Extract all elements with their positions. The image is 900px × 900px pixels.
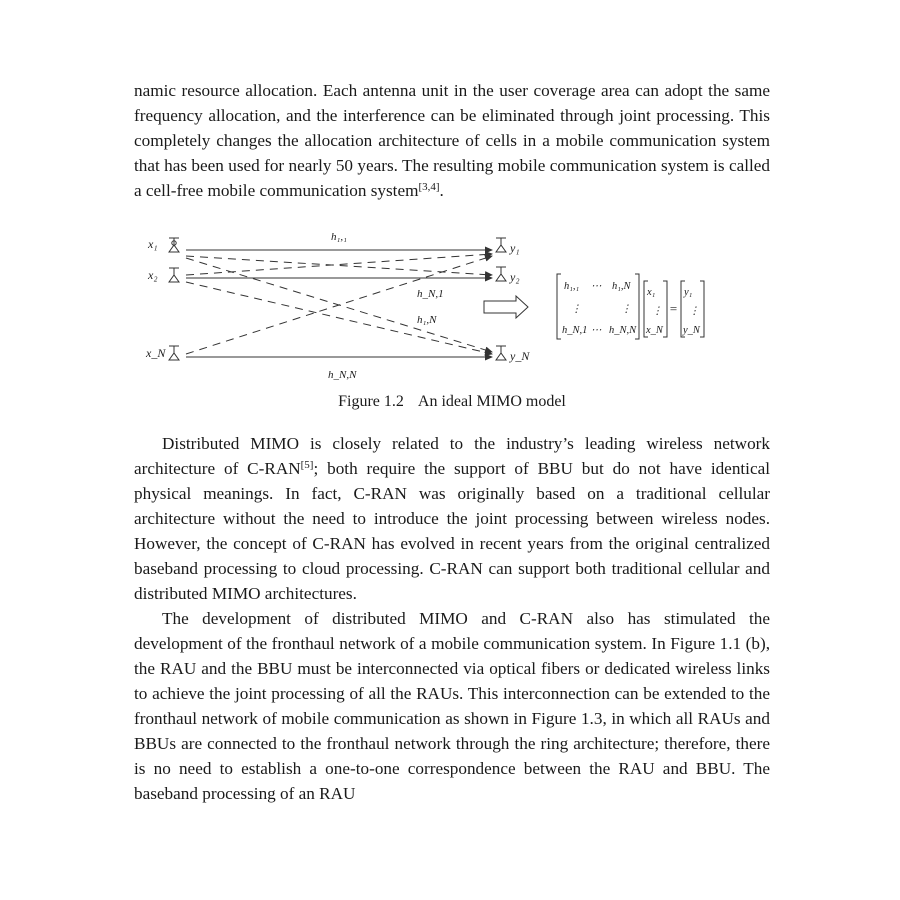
rx-antenna-icon-2	[496, 267, 506, 281]
citation-3-4: [3,4]	[418, 181, 440, 193]
citation-5: [5]	[300, 459, 314, 471]
figure-caption	[134, 393, 770, 411]
paragraph-2-text: Distributed MIMO is closely related to the industry’s leading wireless network architecture of C-RAN	[134, 434, 770, 478]
matrix-dots-bottom: ⋯	[591, 325, 602, 336]
vector-x	[644, 281, 667, 337]
matrix-vdots-left: ⋮	[571, 304, 582, 315]
figure-mimo-model	[134, 223, 770, 423]
label-y1: y₁	[510, 241, 520, 255]
vector-x-entry-n: x_N	[646, 325, 663, 336]
vector-y-vdots: ⋮	[689, 306, 700, 317]
figure-number: Figure 1.2	[338, 393, 404, 410]
figure-title: An ideal MIMO model	[417, 393, 566, 410]
link-x2-yN	[186, 282, 492, 354]
paragraph-1	[134, 78, 770, 203]
label-x2: x₂	[148, 268, 158, 282]
tx-antenna-icon-n	[169, 346, 179, 360]
label-h11: h₁,₁	[331, 231, 347, 243]
vector-x-vdots: ⋮	[652, 306, 663, 317]
paragraph-2	[134, 431, 770, 606]
label-hN1: h_N,1	[417, 288, 444, 300]
label-x1: x₁	[148, 237, 158, 251]
label-hNN: h_N,N	[328, 369, 357, 381]
matrix-dots-top: ⋯	[591, 281, 602, 292]
label-y2: y₂	[510, 270, 520, 284]
vector-x-entry-1: x₁	[647, 287, 656, 298]
rx-antenna-icon-1	[496, 238, 506, 252]
page-content	[134, 78, 770, 806]
label-yN: y_N	[510, 349, 530, 363]
matrix-entry-h11: h₁,₁	[564, 281, 580, 292]
vector-y	[681, 281, 704, 337]
paragraph-3: The development of distributed MIMO and C-RAN also has stimulated the development of the fronthaul network of a mobile communication system. In Figure 1.1 (b), the RAU and the BBU must be interconnected via optical fibers or dedicated wireless links to achieve the joint processing of all the RAUs. This interconnection can be extended to the fronthaul network of mobile communication as shown in Figure 1.3, in which all RAUs and BBUs are connected to the fronthaul network through the ring architecture; therefore, there is no need to establish a one-to-one correspondence between the RAU and BBU. The baseband processing of an RAU	[134, 609, 770, 803]
label-xN: x_N	[146, 346, 166, 360]
matrix-entry-hN1: h_N,1	[562, 325, 588, 336]
matrix-entry-hNN: h_N,N	[609, 325, 637, 336]
link-hN1	[186, 256, 492, 354]
rx-antenna-icon-n	[496, 346, 506, 360]
link-x2-y1	[186, 254, 492, 275]
paragraph-1-text: namic resource allocation. Each antenna unit in the user coverage area can adopt the same frequency allocation, and the interference can be eliminated through joint processing. This completely changes the allocation architecture of cells in a mobile communication system that has been used for nearly 50 years. The resulting mobile communication system is called a cell-free mobile communication system	[134, 81, 770, 200]
matrix-h	[557, 274, 639, 339]
matrix-entry-h1N: h₁,N	[612, 281, 631, 292]
implies-arrow-icon	[484, 296, 528, 318]
tx-antenna-icon-1	[169, 238, 179, 252]
vector-y-entry-1: y₁	[684, 287, 693, 298]
matrix-vdots-right: ⋮	[621, 304, 632, 315]
equals-sign: =	[669, 301, 678, 316]
vector-y-entry-n: y_N	[683, 325, 700, 336]
mimo-diagram	[134, 223, 770, 388]
label-h1N: h₁,N	[417, 314, 437, 326]
tx-antenna-icon-2	[169, 268, 179, 282]
paragraph-1-end: .	[439, 181, 444, 200]
paragraph-2-rest: ; both require the support of BBU but do not have identical physical meanings. In fact, C-RAN was originally based on a traditional cellular architecture without the need to introduce the joint processing between wireless nodes. However, the concept of C-RAN has evolved in recent years from the original centralized baseband processing to cloud processing. C-RAN can support both traditional cellular and distributed MIMO architectures.	[134, 459, 770, 603]
